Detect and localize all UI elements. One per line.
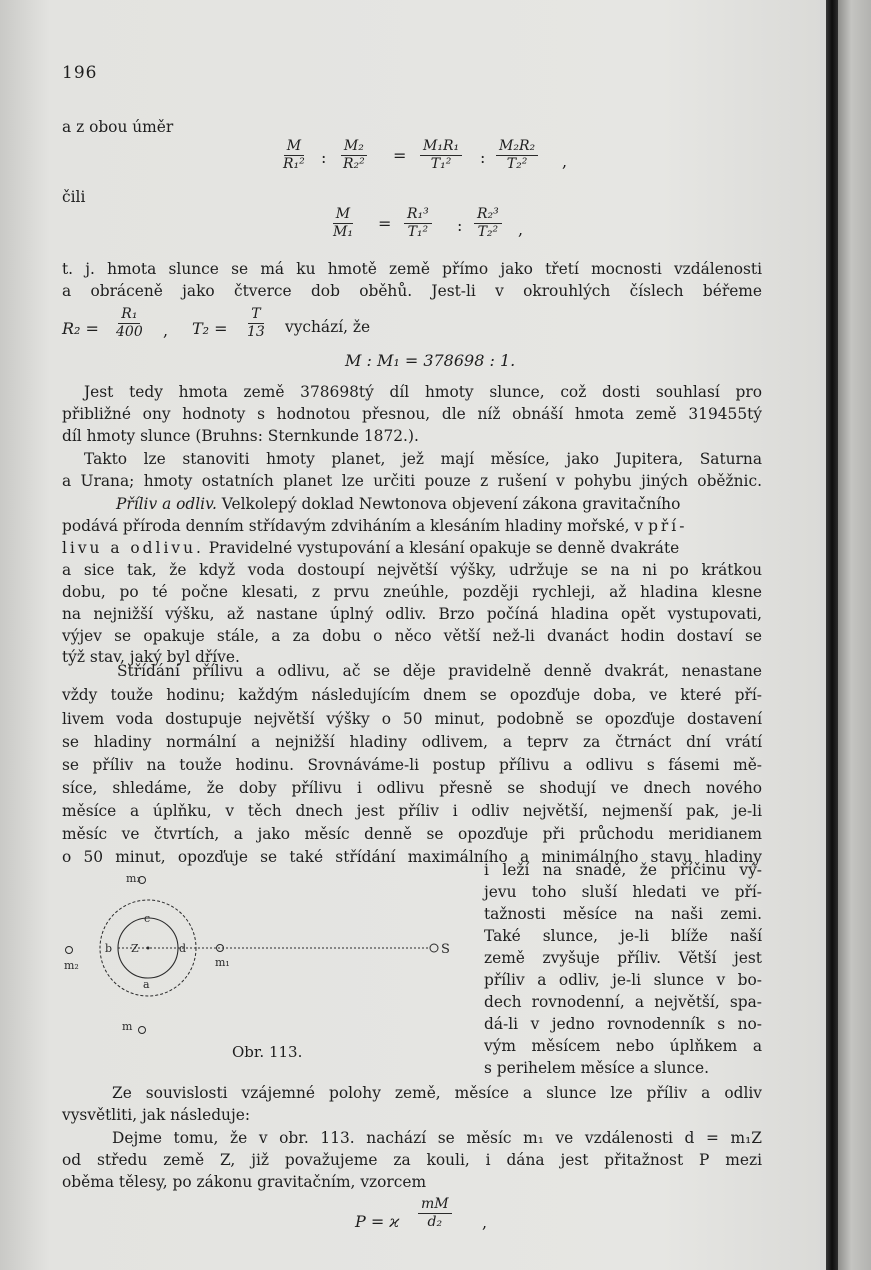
para7-line-2: od středu země Z, již považujeme za kouli, i dána jest přitažnost P mezi bbox=[62, 1151, 762, 1169]
para1-line-2: a obráceně jako čtverce dob oběhů. Jest-li v okrouhlých číslech béřeme bbox=[62, 282, 762, 300]
earth-center bbox=[147, 947, 150, 950]
side-line-6: příliv a odliv, je-li slunce v bo- bbox=[484, 971, 762, 989]
label-m1: m₁ bbox=[215, 956, 230, 969]
moon-m2-icon bbox=[66, 947, 73, 954]
para5-line-3: livem voda dostupuje největší výšky o 50 minut, podobně se opozďuje dostavení bbox=[62, 710, 762, 728]
para4-line-8: týž stav, jaký byl dříve. bbox=[62, 648, 240, 666]
eq2-frac-3: $\frac{\text{R₂³}}{\text{T₂²}}$ bbox=[474, 206, 502, 241]
side-line-5: země zvyšuje příliv. Větší jest bbox=[484, 949, 762, 967]
para4-line-7: výjev se opakuje stále, a za dobu o něco větší než-li dvanáct hodin dostaví se bbox=[62, 627, 762, 645]
side-line-7: dech rovnodenní, a největší, spa- bbox=[484, 993, 762, 1011]
label-c: c bbox=[144, 912, 151, 925]
para2-line-1: Jest tedy hmota země 378698tý díl hmoty slunce, což dosti souhlasí pro bbox=[84, 383, 762, 401]
para4-title: Příliv a odliv. Velkolepý doklad Newtonova objevení zákona gravitačního bbox=[116, 495, 681, 513]
label-m: m bbox=[122, 1020, 133, 1033]
eq1-frac-2: $\frac{\text{M₂}}{\text{R₂²}}$ bbox=[340, 138, 368, 173]
eq3-frac-1: $\frac{\text{R₁}}{400}$ bbox=[116, 306, 143, 340]
para4-line-2: podává příroda denním střídavým zdviháním a klesáním hladiny mořské, v pří- bbox=[62, 517, 688, 535]
para4-line-4: a sice tak, že když voda dostoupí největší výšky, udržuje se na ni po krátkou bbox=[62, 561, 762, 579]
sun-icon bbox=[430, 944, 438, 952]
eq1-frac-1: $\frac{M}{\text{R₁²}}$ bbox=[283, 138, 305, 172]
para6-line-1: Ze souvislosti vzájemné polohy země, měsíce a slunce lze příliv a odliv bbox=[112, 1084, 762, 1102]
label-b: b bbox=[105, 942, 113, 955]
side-line-2: jevu toho sluší hledati ve pří- bbox=[484, 883, 762, 901]
label-s: S bbox=[441, 942, 450, 957]
binding-gutter bbox=[826, 0, 838, 1270]
eq2-frac-1: $\frac{M}{\text{M₁}}$ bbox=[333, 206, 353, 240]
eq1-frac-4: $\frac{\text{M₂R₂}}{\text{T₂²}}$ bbox=[496, 138, 538, 173]
eq5-frac: $\frac{mM}{\text{d₂}}$ bbox=[418, 1196, 452, 1231]
para3-line-1: Takto lze stanoviti hmoty planet, jež mají měsíce, jako Jupitera, Saturna bbox=[84, 450, 762, 468]
para3-line-2: a Urana; hmoty ostatních planet lze určiti pouze z rušení v pohybu jiných oběžnic. bbox=[62, 472, 762, 490]
para7-line-1: Dejme tomu, že v obr. 113. nachází se měsíc m₁ ve vzdálenosti d = m₁Z bbox=[112, 1129, 762, 1147]
label-m2: m₂ bbox=[64, 959, 79, 972]
para4-line-5: dobu, po té počne klesati, z prvu zneúhle, později rychleji, až hladina klesne bbox=[62, 583, 762, 601]
side-line-4: Také slunce, je-li blíže naší bbox=[484, 927, 762, 945]
para5-line-2: vždy touže hodinu; každým následujícím dnem se opozďuje doba, ve které pří- bbox=[62, 686, 762, 704]
label-a: a bbox=[143, 978, 150, 991]
side-line-9: vým měsícem nebo úplňkem a bbox=[484, 1037, 762, 1055]
label-z: Z bbox=[131, 942, 139, 955]
cili-text: čili bbox=[62, 188, 86, 206]
page-number: 196 bbox=[62, 63, 98, 83]
side-line-10: s perihelem měsíce a slunce. bbox=[484, 1059, 710, 1077]
para4-line-3: livu a odlivu. Pravidelné vystupování a klesání opakuje se denně dvakráte bbox=[62, 539, 680, 557]
para5-line-8: měsíc ve čtvrtích, a jako měsíc denně se opozďuje při průchodu meridianem bbox=[62, 825, 762, 843]
side-line-3: tažnosti měsíce na naši zemi. bbox=[484, 905, 762, 923]
para6-line-2: vysvětliti, jak následuje: bbox=[62, 1106, 251, 1124]
side-line-8: dá-li v jedno rovnodenník s no- bbox=[484, 1015, 762, 1033]
side-line-1: i leží na snadě, že příčinu vý- bbox=[484, 861, 762, 879]
eq1-frac-3: $\frac{\text{M₁R₁}}{\text{T₁²}}$ bbox=[420, 138, 462, 173]
para1-line-1: t. j. hmota slunce se má ku hmotě země přímo jako třetí mocnosti vzdálenosti bbox=[62, 260, 762, 278]
label-d: d bbox=[179, 942, 187, 955]
intro-text: a z obou úměr bbox=[62, 118, 174, 136]
para4-line-6: na nejnižší výšku, až nastane úplný odliv. Brzo počíná hladina opět vystupovati, bbox=[62, 605, 762, 623]
equation-4: M : M₁ = 378698 : 1. bbox=[345, 351, 516, 370]
eq3-frac-2: $\frac{T}{13}$ bbox=[247, 306, 265, 340]
para5-line-5: se příliv na touže hodinu. Srovnáváme-li postup přílivu a odlivu s fásemi mě- bbox=[62, 756, 762, 774]
para2-line-3: díl hmoty slunce (Bruhns: Sternkunde 1872.). bbox=[62, 427, 419, 445]
page-edge bbox=[838, 0, 871, 1270]
figure-113-diagram bbox=[60, 862, 480, 1042]
para2-line-2: přibližné ony hodnoty s hodnotou přesnou, dle níž obnáší hmota země 319455tý bbox=[62, 405, 762, 423]
moon-m-icon bbox=[139, 1027, 146, 1034]
section-title: Příliv a odliv. bbox=[116, 495, 217, 513]
figure-caption: Obr. 113. bbox=[232, 1043, 303, 1061]
para5-line-1: Střídání přílivu a odlivu, ač se děje pravidelně denně dvakrát, nenastane bbox=[117, 662, 762, 680]
para5-line-4: se hladiny normální a nejnižší hladiny odlivem, a teprv za čtrnáct dní vrátí bbox=[62, 733, 762, 751]
label-m3: m₃ bbox=[126, 872, 141, 885]
para5-line-6: síce, shledáme, že doby přílivu i odlivu přesně se shodují ve dnech nového bbox=[62, 779, 762, 797]
para5-line-9: o 50 minut, opozďuje se také střídání maximálního a minimálního stavu hladiny bbox=[62, 848, 762, 866]
eq2-frac-2: $\frac{\text{R₁³}}{\text{T₁²}}$ bbox=[404, 206, 432, 241]
para5-line-7: měsíce a úplňku, v těch dnech jest příliv i odliv největší, nejmenší pak, je-li bbox=[62, 802, 762, 820]
para7-line-3: oběma tělesy, po zákonu gravitačním, vzorcem bbox=[62, 1173, 427, 1191]
